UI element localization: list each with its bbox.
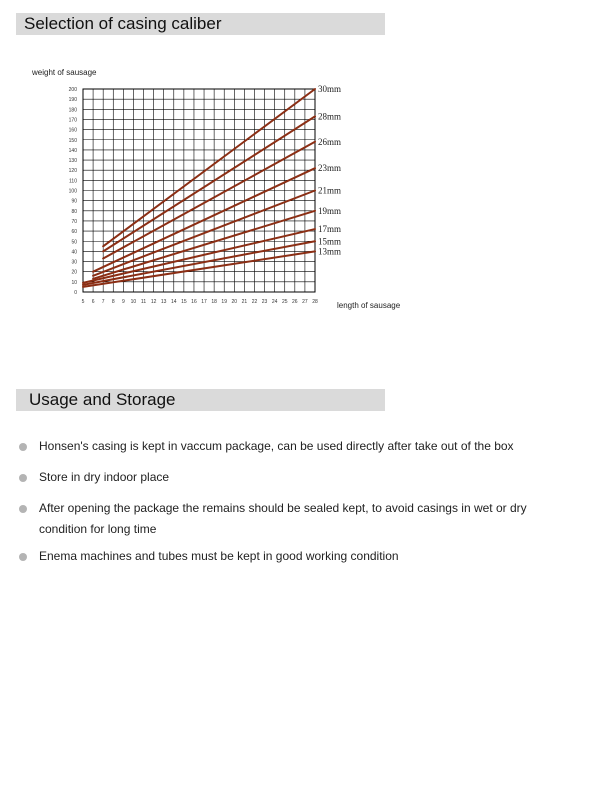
list-item-text: After opening the package the remains should be sealed kept, to avoid casings in wet or dry condition for long time	[39, 501, 527, 536]
y-tick-label: 40	[71, 249, 77, 256]
y-tick-label: 10	[71, 279, 77, 286]
y-tick-label: 20	[71, 269, 77, 276]
x-tick-label: 25	[281, 299, 288, 305]
series-label: 15mm	[318, 236, 342, 247]
series-label: 23mm	[318, 163, 342, 174]
x-tick-label: 9	[121, 299, 125, 305]
y-tick-label: 70	[71, 218, 77, 225]
x-tick-label: 13	[160, 299, 167, 305]
list-item-text: Honsen's casing is kept in vaccum package, can be used directly after take out of the box	[39, 439, 514, 453]
y-tick-label: 50	[71, 239, 77, 246]
y-tick-label: 30	[71, 259, 77, 266]
x-tick-label: 15	[181, 299, 187, 305]
x-tick-label: 28	[312, 299, 318, 305]
y-tick-label: 180	[68, 107, 77, 114]
section-header-casing	[16, 13, 385, 35]
x-tick-label: 5	[81, 299, 85, 305]
section-header-usage	[16, 389, 385, 411]
y-tick-label: 160	[68, 127, 77, 134]
series-label: 17mm	[318, 224, 342, 235]
y-tick-label: 90	[71, 198, 77, 205]
bullet-dot-icon	[19, 443, 27, 451]
x-axis-label: length of sausage	[337, 301, 401, 310]
chart-series	[83, 84, 341, 287]
y-tick-label: 0	[74, 290, 77, 296]
y-tick-label: 100	[68, 188, 77, 195]
bullet-dot-icon	[19, 505, 27, 513]
section-title-casing: Selection of casing caliber	[24, 14, 222, 33]
series-line	[83, 241, 315, 285]
y-tick-label: 130	[68, 158, 77, 165]
x-tick-label: 23	[261, 299, 268, 305]
x-tick-label: 7	[101, 299, 105, 305]
series-label: 19mm	[318, 205, 342, 216]
bullet-dot-icon	[19, 474, 27, 482]
series-label: 30mm	[318, 84, 342, 94]
x-tick-label: 14	[171, 299, 177, 305]
section-title-usage: Usage and Storage	[29, 390, 176, 409]
series-label: 26mm	[318, 136, 342, 147]
x-tick-label: 19	[221, 299, 227, 305]
x-tick-label: 21	[241, 299, 248, 305]
x-tick-label: 20	[231, 299, 238, 305]
series-line	[103, 89, 315, 246]
casing-caliber-chart	[0, 60, 440, 325]
x-tick-label: 22	[251, 299, 258, 305]
x-tick-label: 11	[140, 299, 147, 305]
x-tick-label: 26	[292, 299, 298, 305]
x-tick-label: 12	[150, 299, 157, 305]
series-label: 21mm	[318, 185, 342, 196]
x-tick-label: 18	[211, 299, 217, 305]
x-tick-label: 8	[111, 299, 115, 305]
series-label: 28mm	[318, 111, 342, 122]
list-item-text: Enema machines and tubes must be kept in good working condition	[39, 549, 399, 563]
y-tick-label: 140	[68, 147, 77, 154]
x-tick-label: 24	[271, 299, 278, 305]
list-item-text: Store in dry indoor place	[39, 470, 170, 484]
y-tick-label: 200	[68, 87, 77, 93]
y-tick-label: 190	[68, 97, 77, 104]
x-tick-label: 6	[91, 299, 95, 305]
y-axis-label: weight of sausage	[32, 68, 97, 77]
y-tick-label: 170	[68, 117, 77, 124]
x-tick-label: 10	[130, 299, 137, 305]
y-tick-label: 60	[71, 229, 77, 236]
series-label: 13mm	[318, 246, 342, 257]
x-tick-label: 27	[302, 299, 308, 305]
y-tick-label: 150	[68, 137, 77, 144]
x-tick-label: 16	[191, 299, 197, 305]
x-tick-label: 17	[201, 299, 207, 305]
bullet-dot-icon	[19, 553, 27, 561]
y-tick-label: 110	[69, 178, 77, 185]
y-tick-label: 80	[71, 208, 77, 215]
y-tick-label: 120	[68, 168, 77, 175]
